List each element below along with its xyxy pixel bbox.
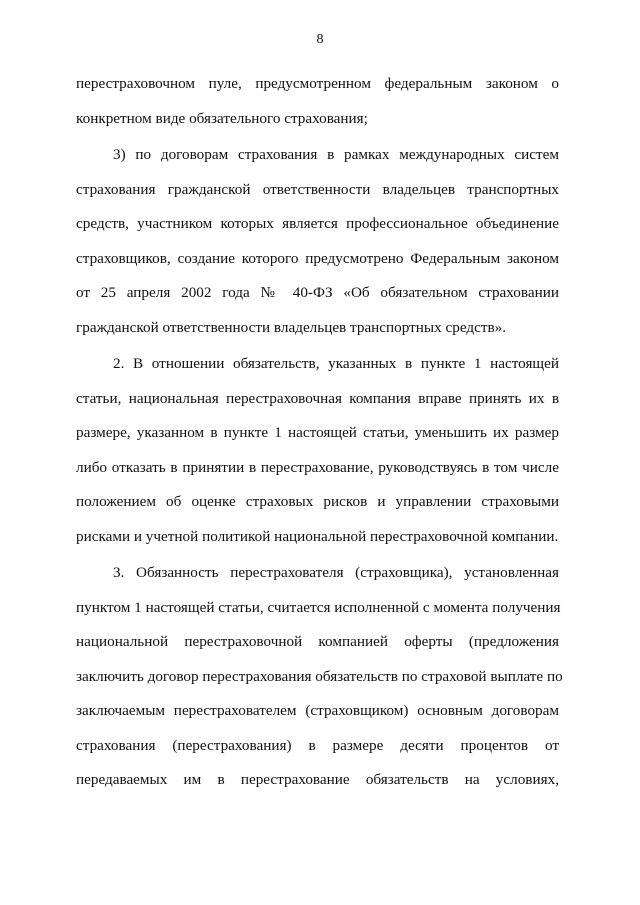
- paragraph-line: перестраховочном пуле, предусмотренном федеральным законом о: [76, 75, 559, 92]
- paragraph-line: средств, участником которых является профессиональное объединение: [76, 215, 559, 232]
- paragraph-line: передаваемых им в перестрахование обязательств на условиях,: [76, 771, 559, 788]
- paragraph-line: гражданской ответственности владельцев транспортных средств».: [76, 318, 507, 336]
- paragraph-line: либо отказать в принятии в перестрахование, руководствуясь в том числе: [76, 458, 559, 476]
- paragraph-line: конкретном виде обязательного страхования;: [76, 109, 368, 127]
- paragraph-line: рисками и учетной политикой национальной перестраховочной компании.: [76, 527, 559, 545]
- paragraph-line: заключить договор перестрахования обязательств по страховой выплате по: [76, 667, 563, 685]
- paragraph-line: заключаемым перестрахователем (страховщиком) основным договорам: [76, 702, 559, 719]
- paragraph-line: пунктом 1 настоящей статьи, считается исполненной с момента получения: [76, 598, 561, 616]
- paragraph-line: страховщиков, создание которого предусмотрено Федеральным законом: [76, 249, 559, 267]
- paragraph-line: размере, указанном в пункте 1 настоящей статьи, уменьшить их размер: [76, 424, 559, 441]
- paragraph-line: статьи, национальная перестраховочная компания вправе принять их в: [76, 389, 559, 407]
- paragraph-line: 3. Обязанность перестрахователя (страховщика), установленная: [113, 564, 559, 581]
- paragraph-line: 3) по договорам страхования в рамках международных систем: [113, 146, 559, 163]
- page-number: 8: [316, 32, 324, 47]
- paragraph-line: страхования гражданской ответственности владельцев транспортных: [76, 180, 559, 198]
- paragraph-line: страхования (перестрахования) в размере десяти процентов от: [76, 736, 559, 754]
- paragraph-line: 2. В отношении обязательств, указанных в пункте 1 настоящей: [113, 355, 559, 372]
- paragraph-line: от 25 апреля 2002 года № 40-ФЗ «Об обязательном страховании: [76, 284, 559, 301]
- paragraph-line: национальной перестраховочной компанией оферты (предложения: [76, 633, 559, 650]
- paragraph-line: положением об оценке страховых рисков и управлении страховыми: [76, 493, 559, 510]
- document-body: [76, 67, 563, 798]
